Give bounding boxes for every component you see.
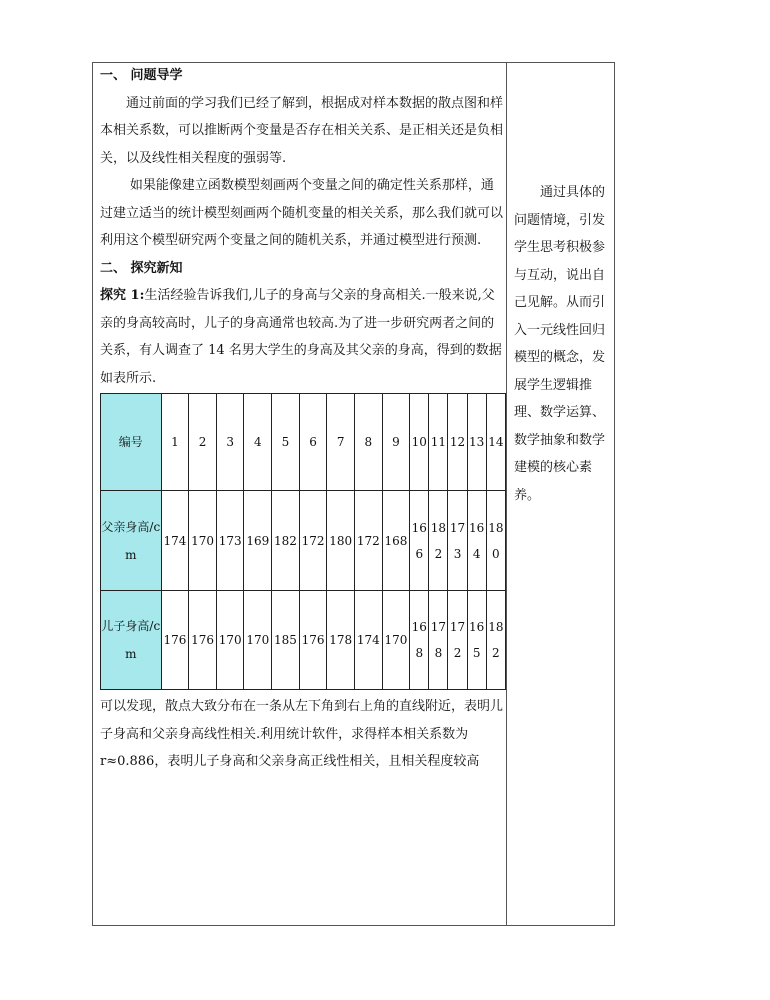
sidebar-note: 通过具体的问题情境，引发学生思考积极参与互动，说出自己见解。从而引入一元线性回归模型的概念，发展学生逻辑推理、数学运算、数学抽象和数学建模的核心素养。 xyxy=(514,185,606,503)
row-label-son: 儿子身高/cm xyxy=(101,591,162,690)
explore-label: 探究 1: xyxy=(100,288,145,303)
son-height-cell: 172 xyxy=(448,591,467,690)
son-height-cell: 174 xyxy=(354,591,382,690)
id-cell: 2 xyxy=(189,394,217,491)
id-cell: 10 xyxy=(410,394,429,491)
son-height-cell: 176 xyxy=(299,591,327,690)
explore-text: 生活经验告诉我们,儿子的身高与父亲的身高相关.一般来说,父亲的身高较高时，儿子的身高通常也较高.为了进一步研究两者之间的关系，有人调查了 14 名男大学生的身高及其父亲的身高，得到的数据如表所示. xyxy=(100,288,502,386)
id-cell: 5 xyxy=(272,394,300,491)
son-height-cell: 176 xyxy=(161,591,189,690)
row-label-id: 编号 xyxy=(101,394,162,491)
son-height-cell: 178 xyxy=(429,591,448,690)
son-height-cell: 178 xyxy=(327,591,355,690)
father-height-cell: 182 xyxy=(429,491,448,591)
father-height-cell: 173 xyxy=(216,491,244,591)
father-height-cell: 182 xyxy=(272,491,300,591)
section1-paragraph-1: 通过前面的学习我们已经了解到，根据成对样本数据的散点图和样本相关系数，可以推断两个变量是否存在相关关系、是正相关还是负相关，以及线性相关程度的强弱等. xyxy=(100,95,504,166)
son-height-cell: 168 xyxy=(410,591,429,690)
section1-heading: 一、 问题导学 xyxy=(100,68,183,83)
father-height-cell: 169 xyxy=(244,491,272,591)
id-cell: 3 xyxy=(216,394,244,491)
father-height-cell: 170 xyxy=(189,491,217,591)
table-row-father xyxy=(101,491,506,591)
id-cell: 1 xyxy=(161,394,189,491)
father-height-cell: 180 xyxy=(327,491,355,591)
father-height-cell: 168 xyxy=(382,491,410,591)
father-height-cell: 180 xyxy=(486,491,505,591)
table-row-son xyxy=(101,591,506,690)
row-label-father: 父亲身高/cm xyxy=(101,491,162,591)
id-cell: 7 xyxy=(327,394,355,491)
father-height-cell: 166 xyxy=(410,491,429,591)
main-column xyxy=(100,62,504,776)
column-divider xyxy=(506,62,507,926)
explore-paragraph xyxy=(100,282,504,392)
section2-heading: 二、 探究新知 xyxy=(100,260,183,276)
son-height-cell: 170 xyxy=(216,591,244,690)
sidebar-note-column xyxy=(514,179,610,509)
conclusion-paragraph: 可以发现，散点大致分布在一条从左下角到右上角的直线附近，表明儿子身高和父亲身高线性相关.利用统计软件，求得样本相关系数为 r≈0.886，表明儿子身高和父亲身高正线性相关，且相关程度较高 xyxy=(100,699,504,769)
father-height-cell: 172 xyxy=(299,491,327,591)
father-height-cell: 174 xyxy=(161,491,189,591)
son-height-cell: 170 xyxy=(244,591,272,690)
table-row-ids xyxy=(101,394,506,491)
id-cell: 13 xyxy=(467,394,486,491)
father-height-cell: 172 xyxy=(354,491,382,591)
section1-paragraph-2: 如果能像建立函数模型刻画两个变量之间的确定性关系那样，通过建立适当的统计模型刻画两个随机变量的相关关系，那么我们就可以利用这个模型研究两个变量之间的随机关系，并通过模型进行预测. xyxy=(100,178,504,248)
id-cell: 14 xyxy=(486,394,505,491)
son-height-cell: 182 xyxy=(486,591,505,690)
id-cell: 8 xyxy=(354,394,382,491)
son-height-cell: 185 xyxy=(272,591,300,690)
son-height-cell: 170 xyxy=(382,591,410,690)
height-data-table xyxy=(100,393,506,690)
id-cell: 9 xyxy=(382,394,410,491)
id-cell: 6 xyxy=(299,394,327,491)
id-cell: 12 xyxy=(448,394,467,491)
father-height-cell: 173 xyxy=(448,491,467,591)
id-cell: 11 xyxy=(429,394,448,491)
son-height-cell: 165 xyxy=(467,591,486,690)
id-cell: 4 xyxy=(244,394,272,491)
son-height-cell: 176 xyxy=(189,591,217,690)
father-height-cell: 164 xyxy=(467,491,486,591)
